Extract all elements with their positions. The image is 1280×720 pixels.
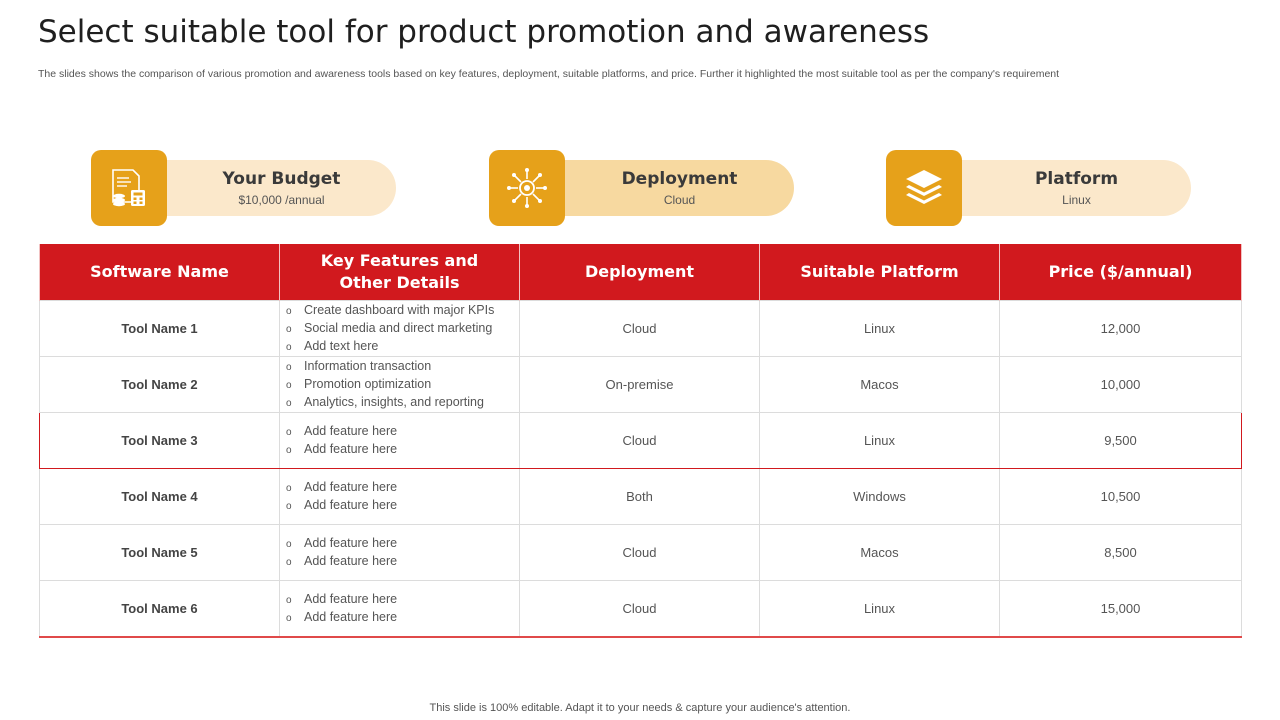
features-list [286,423,519,459]
feature-text: Add text here [304,338,379,353]
feature-item [286,338,519,356]
table-row [40,357,1242,413]
bullet-marker: o [286,341,292,353]
feature-item [286,376,519,394]
bullet-marker: o [286,612,292,624]
table-row [40,581,1242,638]
criteria-title: Deployment [621,169,738,189]
software-name-cell: Tool Name 2 [40,357,280,413]
feature-item [286,591,519,609]
feature-text: Add feature here [304,553,398,568]
features-list [286,535,519,571]
criteria-value: Linux [1062,193,1091,207]
feature-text: Add feature here [304,479,398,494]
feature-item [286,302,519,320]
feature-text: Social media and direct marketing [304,320,493,335]
platform-cell: Macos [760,525,1000,581]
criteria-title: Your Budget [222,169,341,189]
features-cell [280,525,520,581]
bullet-marker: o [286,556,292,568]
table-header-row [40,244,1242,301]
bullet-marker: o [286,305,292,317]
column-header-software: Software Name [40,244,280,301]
price-cell: 10,000 [1000,357,1242,413]
bullet-marker: o [286,397,292,409]
bullet-marker: o [286,361,292,373]
price-cell: 8,500 [1000,525,1242,581]
table-row [40,469,1242,525]
table-row-highlighted [40,413,1242,469]
criteria-card-budget [91,150,396,226]
criteria-card-deployment [489,150,794,226]
bullet-marker: o [286,538,292,550]
platform-cell: Linux [760,413,1000,469]
column-header-platform: Suitable Platform [760,244,1000,301]
platform-cell: Macos [760,357,1000,413]
feature-item [286,609,519,627]
features-list [286,302,519,356]
software-name-cell: Tool Name 3 [40,413,280,469]
feature-text: Create dashboard with major KPIs [304,302,495,317]
layers-icon [886,150,962,226]
feature-text: Add feature here [304,609,398,624]
feature-item [286,553,519,571]
feature-text: Analytics, insights, and reporting [304,394,484,409]
bullet-marker: o [286,444,292,456]
feature-text: Add feature here [304,423,398,438]
feature-item [286,320,519,338]
software-name-cell: Tool Name 4 [40,469,280,525]
software-name-cell: Tool Name 1 [40,301,280,357]
features-cell [280,301,520,357]
feature-text: Add feature here [304,497,398,512]
criteria-value: $10,000 /annual [238,193,325,207]
deployment-cell: Cloud [520,413,760,469]
deployment-cell: Cloud [520,301,760,357]
feature-item [286,479,519,497]
footer-note: This slide is 100% editable. Adapt it to your needs & capture your audience's attention. [429,702,851,714]
feature-text: Add feature here [304,535,398,550]
features-cell [280,469,520,525]
feature-item [286,441,519,459]
column-header-features [280,244,520,301]
column-header-features-text: Key Features and Other Details [320,251,479,292]
feature-text: Information transaction [304,358,432,373]
price-cell: 15,000 [1000,581,1242,638]
features-list [286,358,519,412]
feature-text: Add feature here [304,441,398,456]
criteria-card-platform [886,150,1191,226]
bullet-marker: o [286,426,292,438]
features-list [286,591,519,627]
column-header-price: Price ($/annual) [1000,244,1242,301]
deployment-cell: Both [520,469,760,525]
price-cell: 9,500 [1000,413,1242,469]
price-cell: 12,000 [1000,301,1242,357]
feature-text: Promotion optimization [304,376,432,391]
feature-item [286,394,519,412]
deployment-cell: Cloud [520,525,760,581]
features-cell [280,413,520,469]
bullet-marker: o [286,594,292,606]
platform-cell: Linux [760,301,1000,357]
bullet-marker: o [286,482,292,494]
feature-item [286,358,519,376]
features-cell [280,357,520,413]
page-title: Select suitable tool for product promotion and awareness [38,14,930,50]
software-name-cell: Tool Name 5 [40,525,280,581]
criteria-title: Platform [1034,169,1119,189]
bullet-marker: o [286,500,292,512]
comparison-table [39,244,1242,638]
column-header-deployment: Deployment [520,244,760,301]
table-row [40,525,1242,581]
feature-text: Add feature here [304,591,398,606]
deployment-cell: On-premise [520,357,760,413]
deployment-cell: Cloud [520,581,760,638]
cloud-network-icon [489,150,565,226]
budget-calculator-icon [91,150,167,226]
feature-item [286,423,519,441]
page-subtitle: The slides shows the comparison of various promotion and awareness tools based on key features, deployment, suitable platforms, and price. Further it highlighted the most suitable tool as per the company's requirement [38,68,1060,80]
bullet-marker: o [286,323,292,335]
feature-item [286,497,519,515]
bullet-marker: o [286,379,292,391]
price-cell: 10,500 [1000,469,1242,525]
table-row [40,301,1242,357]
feature-item [286,535,519,553]
features-cell [280,581,520,638]
platform-cell: Windows [760,469,1000,525]
criteria-value: Cloud [663,193,696,207]
software-name-cell: Tool Name 6 [40,581,280,638]
platform-cell: Linux [760,581,1000,638]
features-list [286,479,519,515]
